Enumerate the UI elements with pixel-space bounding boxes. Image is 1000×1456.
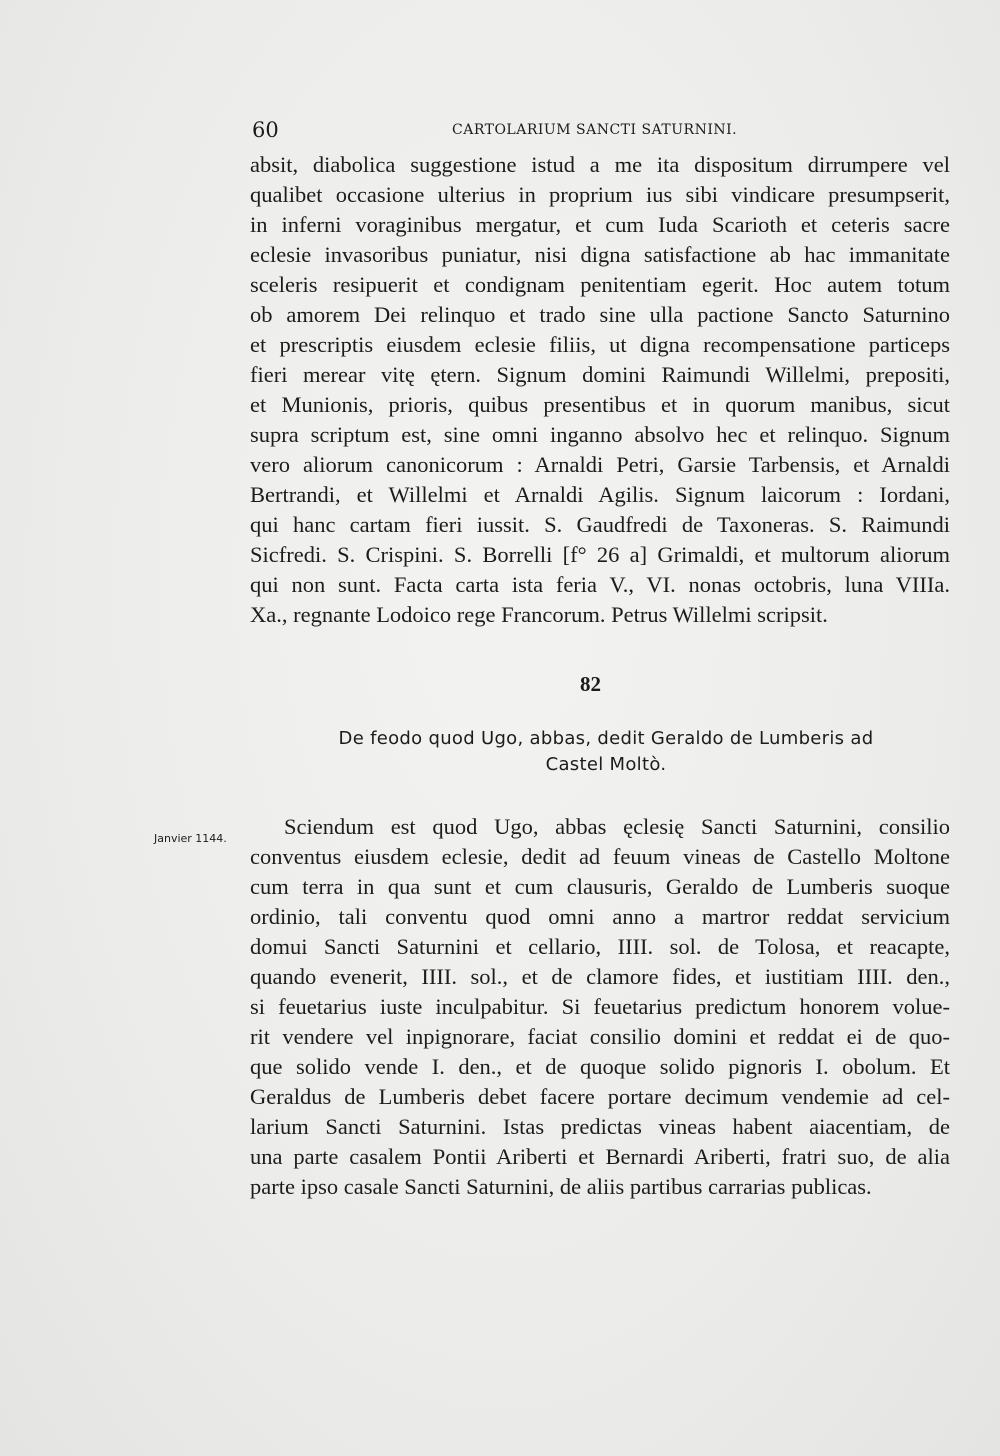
- text-line: ordinio, tali conventu quod omni anno a martror reddat servicium: [250, 904, 950, 929]
- text-line: Geraldus de Lumberis debet facere portare decimum vendemie ad cel-: [250, 1084, 950, 1109]
- text-line: una parte casalem Pontii Ariberti et Bernardi Ariberti, fratri suo, de alia: [250, 1144, 950, 1169]
- text-line: qui non sunt. Facta carta ista feria V., VI. nonas octobris, luna VIIIa.: [250, 572, 950, 597]
- charter-title-line: Castel Moltò.: [545, 754, 667, 775]
- page-header: [252, 118, 952, 148]
- text-line: absit, diabolica suggestione istud a me ita dispositum dirrumpere vel: [250, 152, 950, 177]
- text-line: qui hanc cartam fieri iussit. S. Gaudfredi de Taxoneras. S. Raimundi: [250, 512, 950, 537]
- text-line: vero aliorum canonicorum : Arnaldi Petri, Garsie Tarbensis, et Arnaldi: [250, 452, 950, 477]
- margin-date-note: Janvier 1144.: [154, 832, 227, 845]
- text-line: cum terra in qua sunt et cum clausuris, Geraldo de Lumberis suoque: [250, 874, 950, 899]
- text-line: et prescriptis eiusdem eclesie filiis, ut digna recompensatione particeps: [250, 332, 950, 357]
- text-line: et Munionis, prioris, quibus presentibus et in quorum manibus, sicut: [250, 392, 950, 417]
- charter-number: 82: [580, 672, 601, 696]
- charter-text: [250, 812, 950, 1202]
- text-line: conventus eiusdem eclesie, dedit ad feuum vineas de Castello Moltone: [250, 844, 950, 869]
- text-line: Sciendum est quod Ugo, abbas ęclesię Sancti Saturnini, consilio: [284, 814, 950, 839]
- text-line: in inferni voraginibus mergatur, et cum Iuda Scarioth et ceteris sacre: [250, 212, 950, 237]
- text-line: quando evenerit, IIII. sol., et de clamore fides, et iustitiam IIII. den.,: [250, 964, 950, 989]
- text-line: ob amorem Dei relinquo et trado sine ulla pactione Sancto Saturnino: [250, 302, 950, 327]
- text-line: fieri merear vitę ętern. Signum domini Raimundi Willelmi, prepositi,: [250, 362, 950, 387]
- text-line: Bertrandi, et Willelmi et Arnaldi Agilis. Signum laicorum : Iordani,: [250, 482, 950, 507]
- continued-charter-text: [250, 150, 950, 630]
- charter-title: [250, 726, 962, 778]
- text-line: Sicfredi. S. Crispini. S. Borrelli [f° 26 a] Grimaldi, et multorum aliorum: [250, 542, 950, 567]
- text-line: parte ipso casale Sancti Saturnini, de aliis partibus carrarias publicas.: [250, 1174, 872, 1199]
- text-line: domui Sancti Saturnini et cellario, IIII. sol. de Tolosa, et reacapte,: [250, 934, 950, 959]
- text-line: supra scriptum est, sine omni inganno absolvo hec et relinquo. Signum: [250, 422, 950, 447]
- text-line: qualibet occasione ulterius in proprium ius sibi vindicare presumpserit,: [250, 182, 950, 207]
- text-line: si feuetarius iuste inculpabitur. Si feuetarius predictum honorem volue-: [250, 994, 950, 1019]
- text-line: sceleris resipuerit et condignam penitentiam egerit. Hoc autem totum: [250, 272, 950, 297]
- text-line: rit vendere vel inpignorare, faciat consilio domini et reddat ei de quo-: [250, 1024, 950, 1049]
- text-line: Xa., regnante Lodoico rege Francorum. Petrus Willelmi scripsit.: [250, 602, 828, 627]
- text-line: que solido vende I. den., et de quoque solido pignoris I. obolum. Et: [250, 1054, 950, 1079]
- charter-title-line: De feodo quod Ugo, abbas, dedit Geraldo de Lumberis ad: [338, 728, 874, 749]
- running-title: CARTOLARIUM SANCTI SATURNINI.: [452, 122, 738, 138]
- page-number: 60: [252, 118, 279, 142]
- text-line: larium Sancti Saturnini. Istas predictas vineas habent aiacentiam, de: [250, 1114, 950, 1139]
- text-line: eclesie invasoribus puniatur, nisi digna satisfactione ab hac immanitate: [250, 242, 950, 267]
